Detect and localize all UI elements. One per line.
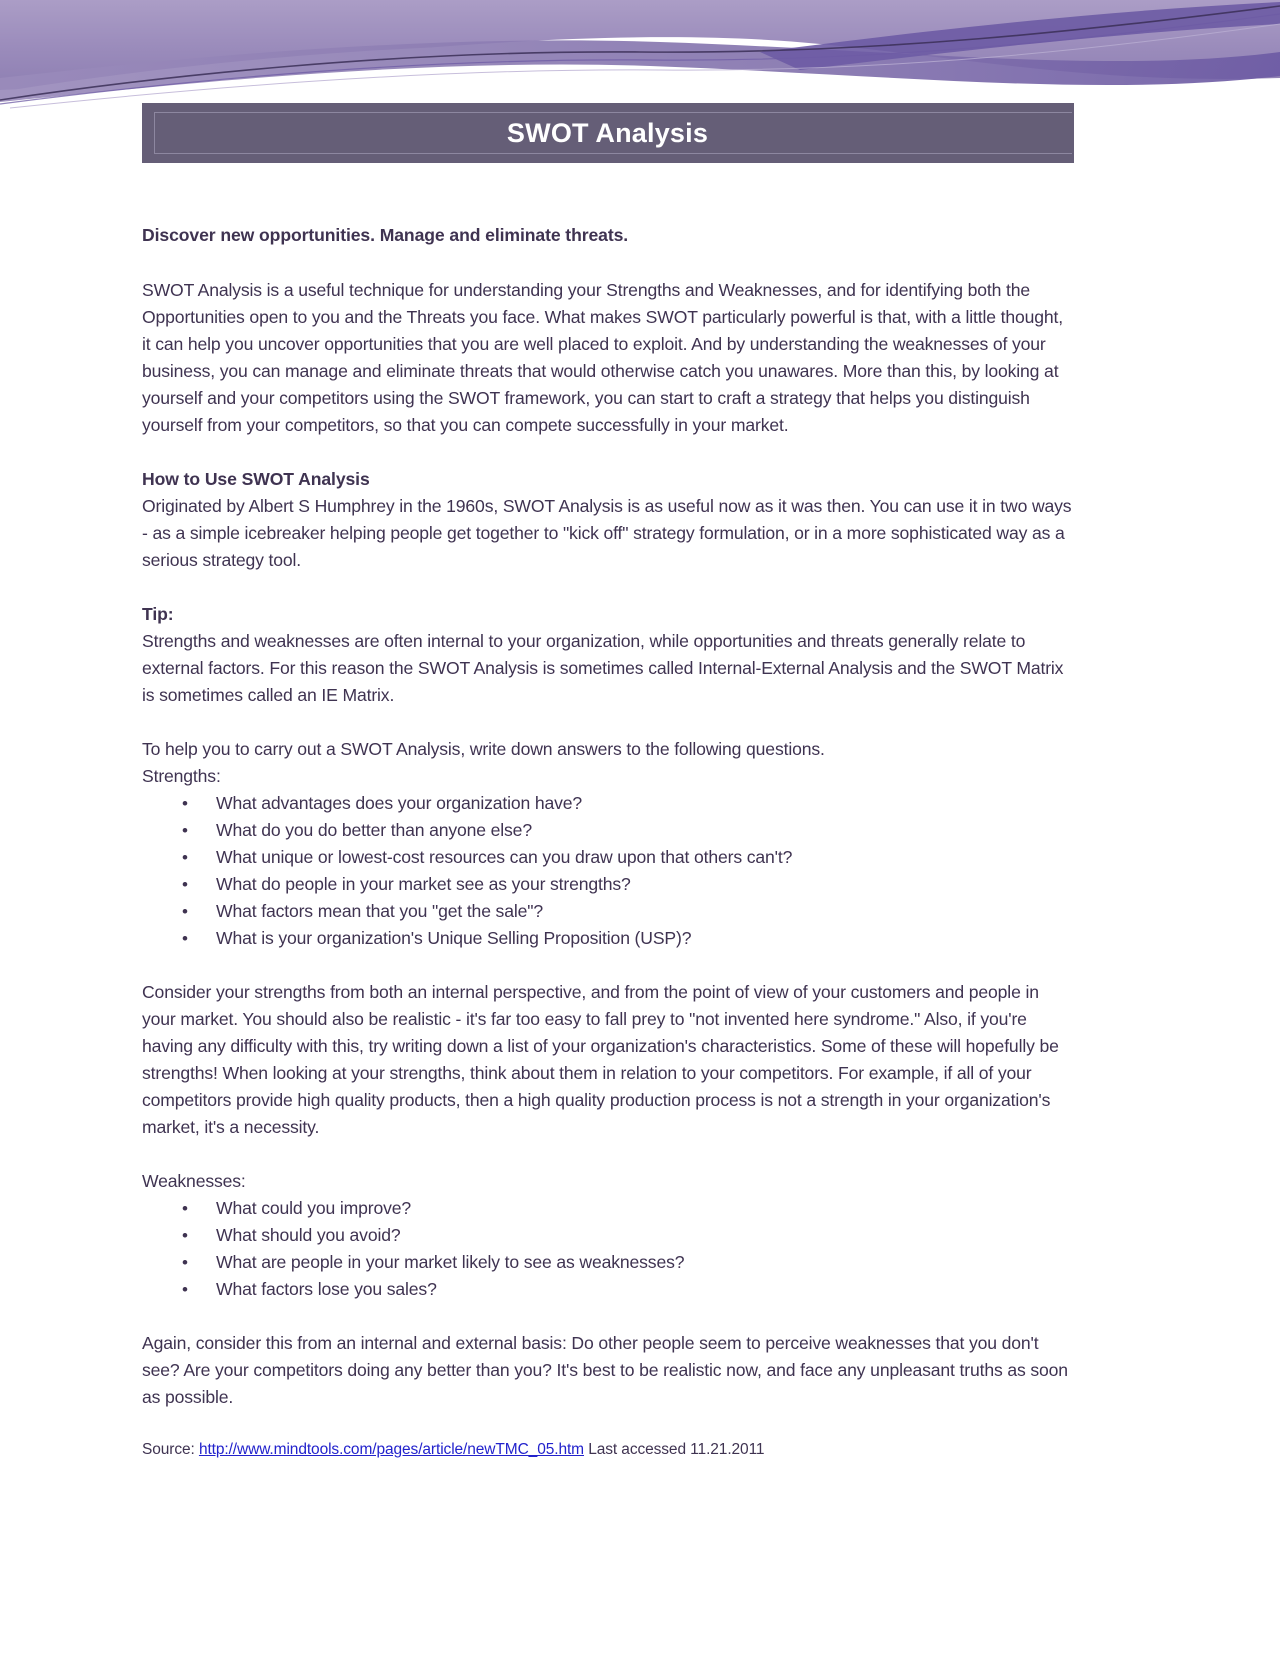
bullet-icon: • — [182, 1199, 188, 1218]
list-item-label: What are people in your market likely to see as weaknesses? — [216, 1252, 685, 1272]
list-item — [142, 817, 1074, 844]
strengths-label: Strengths: — [142, 766, 221, 786]
list-item-label: What could you improve? — [216, 1198, 412, 1218]
spacer — [142, 952, 1074, 979]
strengths-question-list — [142, 790, 1074, 952]
list-item — [142, 790, 1074, 817]
list-item — [142, 1276, 1074, 1303]
list-item-label: What do you do better than anyone else? — [216, 820, 532, 840]
list-item-label: What advantages does your organization have? — [216, 793, 583, 813]
list-item — [142, 1249, 1074, 1276]
list-item-label: What factors mean that you "get the sale"? — [216, 901, 543, 921]
bullet-icon: • — [182, 848, 188, 867]
list-item — [142, 898, 1074, 925]
intro-paragraph: SWOT Analysis is a useful technique for understanding your Strengths and Weaknesses, and for identifying both the Opportunities open to you and the Threats you face. What makes SWOT particularly powerful is that, with a little thought, it can help you uncover opportunities that you are well placed to exploit. And by understanding the weaknesses of your business, you can manage and eliminate threats that would otherwise catch you unawares. More than this, by looking at yourself and your competitors using the SWOT framework, you can start to craft a strategy that helps you distinguish yourself from your competitors, so that you can compete successfully in your market. — [142, 280, 1063, 435]
spacer — [142, 1303, 1074, 1330]
list-item-label: What should you avoid? — [216, 1225, 401, 1245]
list-item-label: What do people in your market see as your strengths? — [216, 874, 631, 894]
list-item — [142, 844, 1074, 871]
bullet-icon: • — [182, 794, 188, 813]
list-item — [142, 1195, 1074, 1222]
list-item-label: What is your organization's Unique Selling Proposition (USP)? — [216, 928, 692, 948]
source-prefix-label: Source: — [142, 1441, 199, 1458]
list-item-label: What factors lose you sales? — [216, 1279, 437, 1299]
page-title-banner — [142, 103, 1074, 163]
list-item-label: What unique or lowest-cost resources can you draw upon that others can't? — [216, 847, 793, 867]
bullet-icon: • — [182, 1226, 188, 1245]
source-url-link[interactable]: http://www.mindtools.com/pages/article/newTMC_05.htm — [198, 1441, 584, 1458]
source-citation — [142, 1438, 1074, 1462]
bullet-icon: • — [182, 902, 188, 921]
bullet-icon: • — [182, 1253, 188, 1272]
tip-heading: Tip: — [142, 604, 174, 624]
source-accessed-label: Last accessed 11.21.2011 — [583, 1441, 765, 1458]
header-decoration — [0, 0, 1280, 120]
list-item — [142, 1222, 1074, 1249]
list-item — [142, 925, 1074, 952]
weaknesses-label: Weaknesses: — [142, 1171, 246, 1191]
page-title: SWOT Analysis — [506, 117, 709, 148]
bullet-icon: • — [182, 821, 188, 840]
weaknesses-question-list — [142, 1195, 1074, 1303]
bullet-icon: • — [182, 875, 188, 894]
weaknesses-guidance-paragraph: Again, consider this from an internal and external basis: Do other people seem to perceive weaknesses that you don't see? Are your competitors doing any better than you? It's best to be realistic now, and face any unpleasant truths as soon as possible. — [142, 1333, 1068, 1407]
bullet-icon: • — [182, 929, 188, 948]
lead-statement: Discover new opportunities. Manage and eliminate threats. — [142, 225, 629, 245]
list-item — [142, 871, 1074, 898]
instruction-paragraph: To help you to carry out a SWOT Analysis, write down answers to the following questions. — [142, 739, 825, 759]
tip-paragraph: Strengths and weaknesses are often internal to your organization, while opportunities and threats generally relate to external factors. For this reason the SWOT Analysis is sometimes called Internal-External Analysis and the SWOT Matrix is sometimes called an IE Matrix. — [142, 631, 1064, 705]
bullet-icon: • — [182, 1280, 188, 1299]
how-to-heading: How to Use SWOT Analysis — [142, 469, 370, 489]
strengths-guidance-paragraph: Consider your strengths from both an internal perspective, and from the point of view of your customers and people in your market. You should also be realistic - it's far too easy to fall prey to "not invented here syndrome." Also, if you're having any difficulty with this, try writing down a list of your organization's characteristics. Some of these will hopefully be strengths! When looking at your strengths, think about them in relation to your competitors. For example, if all of your competitors provide high quality products, then a high quality production process is not a strength in your organization's market, it's a necessity. — [142, 982, 1059, 1137]
document-body — [142, 222, 1074, 1462]
how-to-paragraph: Originated by Albert S Humphrey in the 1960s, SWOT Analysis is as useful now as it was then. You can use it in two ways - as a simple icebreaker helping people get together to "kick off" strategy formulation, or in a more sophisticated way as a serious strategy tool. — [142, 496, 1072, 570]
purple-swoosh-graphic — [0, 0, 1280, 120]
page-title-banner-inner-frame — [154, 112, 1072, 154]
